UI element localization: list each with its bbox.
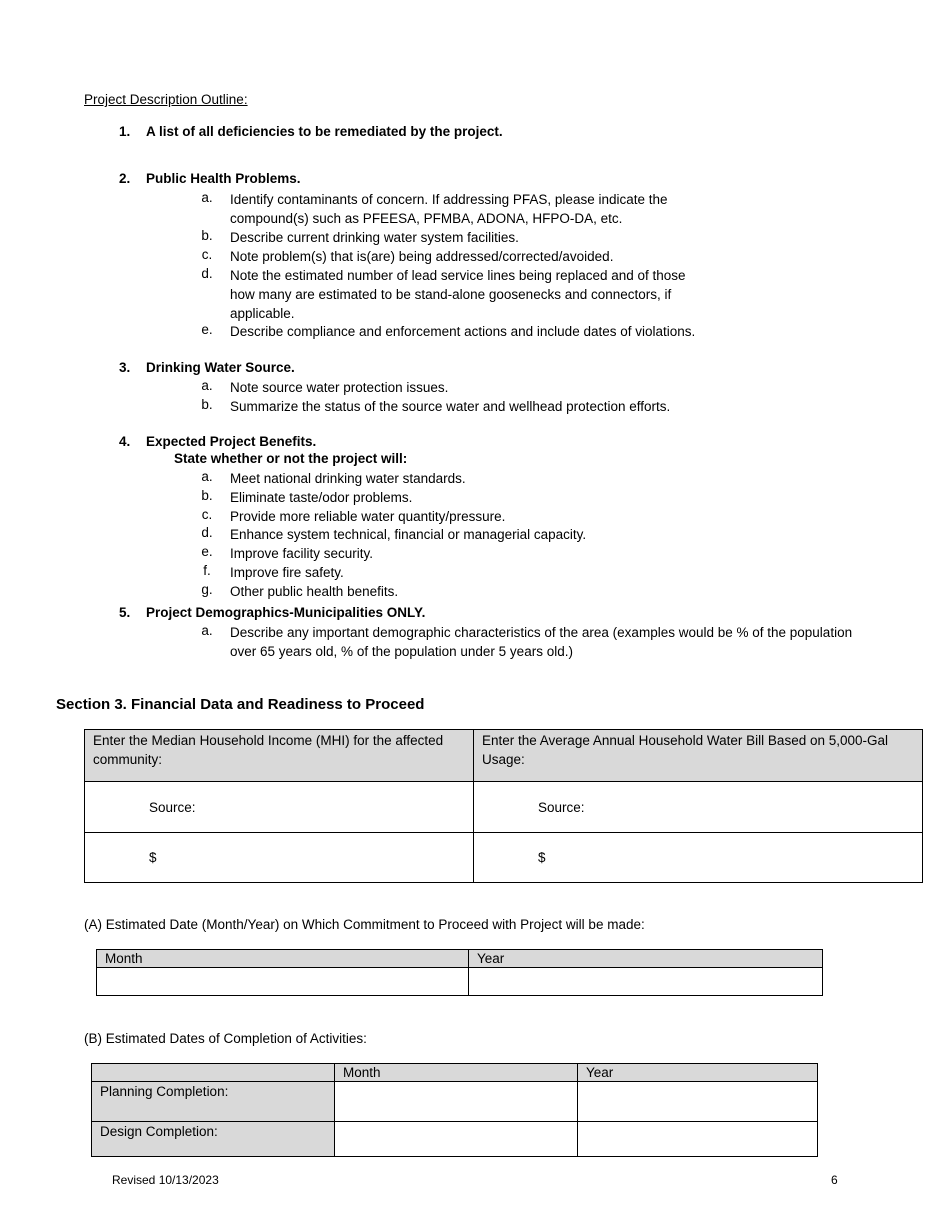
sub-item: Meet national drinking water standards.: [230, 471, 466, 486]
item-title: Expected Project Benefits.: [146, 434, 317, 449]
sub-item: Summarize the status of the source water and wellhead protection efforts.: [230, 399, 671, 414]
sub-item: Eliminate taste/odor problems.: [230, 490, 413, 505]
sub-letter: e.: [201, 322, 213, 337]
sub-letter: b.: [201, 488, 213, 503]
sub-letter: g.: [201, 582, 213, 597]
sub-letter: f.: [203, 563, 211, 578]
water-bill-amount-field[interactable]: [474, 833, 923, 883]
item-title: A list of all deficiencies to be remediated by the project.: [146, 124, 503, 139]
commitment-year-field[interactable]: [469, 968, 823, 996]
item-title: Public Health Problems.: [146, 171, 301, 186]
planning-year-field[interactable]: [578, 1082, 818, 1122]
sub-letter: a.: [201, 469, 213, 484]
sub-item: Note source water protection issues.: [230, 380, 449, 395]
item-subtitle: State whether or not the project will:: [174, 451, 408, 466]
commitment-label: (A) Estimated Date (Month/Year) on Which Commitment to Proceed with Project will be made:: [84, 917, 645, 932]
sub-letter: a.: [201, 190, 213, 205]
source-label: Source:: [149, 799, 196, 815]
item-number: 1.: [119, 124, 131, 139]
sub-letter: d.: [201, 525, 213, 540]
water-bill-source-field[interactable]: [474, 782, 923, 833]
item-number: 3.: [119, 360, 131, 375]
page-number: 6: [831, 1173, 838, 1187]
mhi-source-field[interactable]: [85, 782, 474, 833]
sub-item: Improve facility security.: [230, 546, 374, 561]
month-header: Month: [335, 1064, 578, 1082]
design-year-field[interactable]: [578, 1122, 818, 1157]
dollar-sign: $: [149, 850, 157, 865]
mhi-amount-field[interactable]: [85, 833, 474, 883]
blank-header: [92, 1064, 335, 1082]
sub-item: Describe current drinking water system facilities.: [230, 230, 519, 245]
completion-label: (B) Estimated Dates of Completion of Activities:: [84, 1031, 367, 1046]
sub-item: Describe compliance and enforcement actions and include dates of violations.: [230, 324, 696, 339]
source-label: Source:: [538, 799, 585, 815]
sub-letter: e.: [201, 544, 213, 559]
year-header: Year: [578, 1064, 818, 1082]
outline-heading: Project Description Outline:: [84, 92, 248, 107]
water-bill-header: Enter the Average Annual Household Water Bill Based on 5,000-Gal Usage:: [474, 730, 923, 782]
design-completion-label: Design Completion:: [92, 1122, 335, 1157]
sub-item: Describe any important demographic characteristics of the area (examples would be % of the population over 65 years old, % of the population under 5 years old.): [230, 625, 853, 659]
planning-completion-label: Planning Completion:: [92, 1082, 335, 1122]
sub-letter: d.: [201, 266, 213, 281]
sub-item: Improve fire safety.: [230, 565, 344, 580]
design-month-field[interactable]: [335, 1122, 578, 1157]
item-title: Project Demographics-Municipalities ONLY.: [146, 605, 426, 620]
sub-letter: a.: [201, 623, 213, 638]
sub-letter: b.: [201, 228, 213, 243]
financial-table: [84, 729, 923, 883]
mhi-header: Enter the Median Household Income (MHI) for the affected community:: [85, 730, 474, 782]
sub-letter: c.: [201, 247, 213, 262]
item-number: 2.: [119, 171, 131, 186]
item-title: Drinking Water Source.: [146, 360, 295, 375]
completion-table: [91, 1063, 818, 1157]
sub-item: Note the estimated number of lead service lines being replaced and of those how many are estimated to be stand-alone goosenecks and connectors, if applicable.: [230, 268, 686, 321]
revised-date: Revised 10/13/2023: [112, 1173, 219, 1187]
dollar-sign: $: [538, 850, 546, 865]
sub-letter: c.: [201, 507, 213, 522]
planning-month-field[interactable]: [335, 1082, 578, 1122]
item-number: 5.: [119, 605, 131, 620]
sub-item: Provide more reliable water quantity/pressure.: [230, 509, 506, 524]
item-number: 4.: [119, 434, 131, 449]
sub-letter: b.: [201, 397, 213, 412]
sub-item: Note problem(s) that is(are) being addressed/corrected/avoided.: [230, 249, 614, 264]
commitment-month-field[interactable]: [97, 968, 469, 996]
sub-item: Enhance system technical, financial or managerial capacity.: [230, 527, 587, 542]
section-title: Section 3. Financial Data and Readiness to Proceed: [56, 696, 425, 713]
sub-item: Other public health benefits.: [230, 584, 399, 599]
month-header: Month: [97, 950, 469, 968]
sub-letter: a.: [201, 378, 213, 393]
commitment-table: [96, 949, 823, 996]
year-header: Year: [469, 950, 823, 968]
sub-item: Identify contaminants of concern. If addressing PFAS, please indicate the compound(s) such as PFEESA, PFMBA, ADONA, HFPO-DA, etc.: [230, 192, 668, 226]
